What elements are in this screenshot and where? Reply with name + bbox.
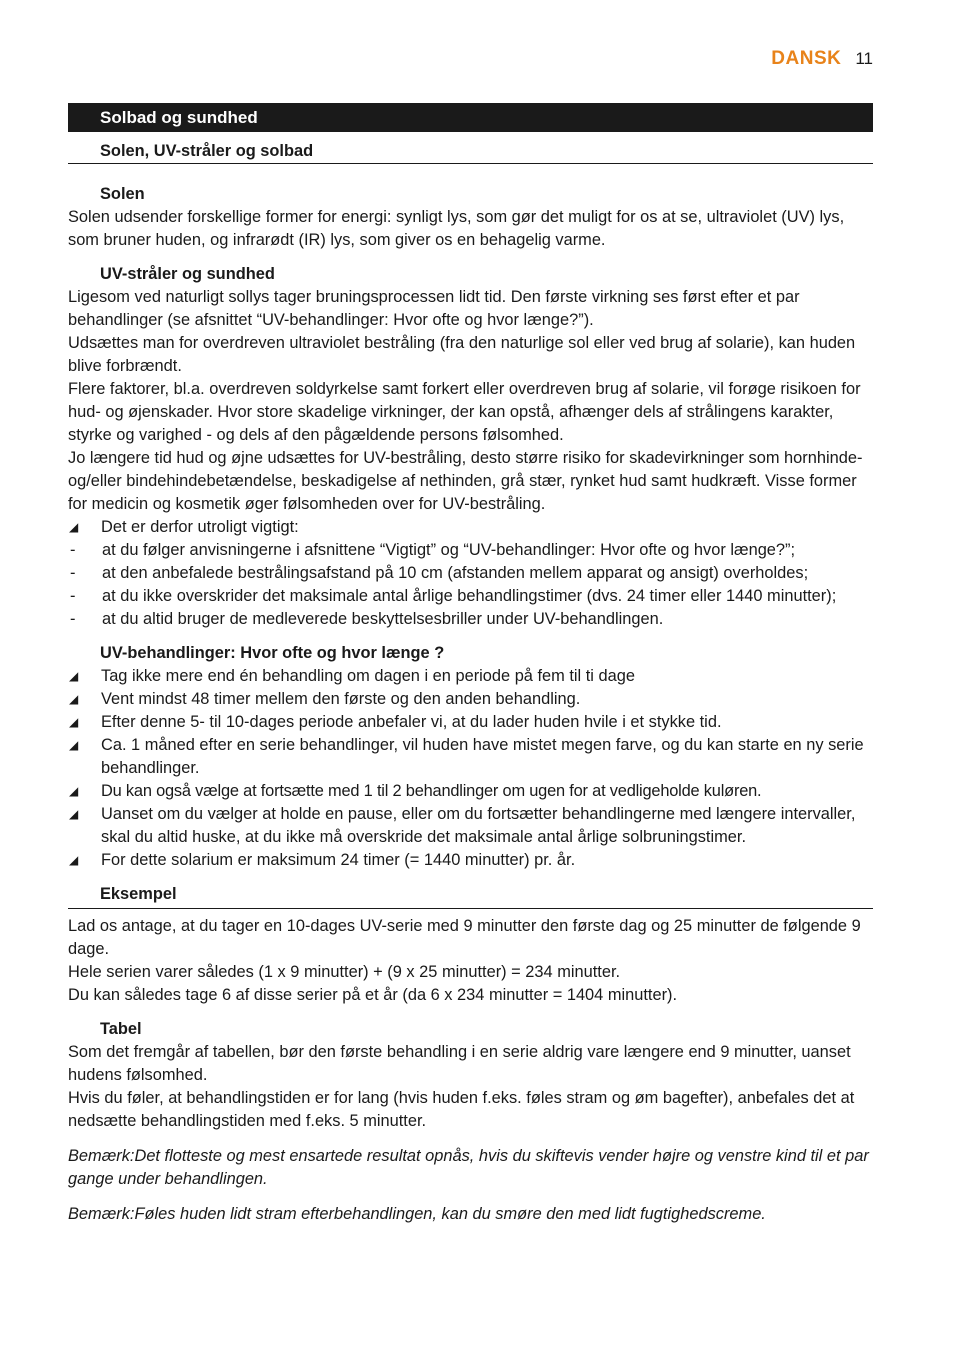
bullet-text: Vent mindst 48 timer mellem den første og den anden behandling.: [101, 690, 581, 708]
paragraph: Jo længere tid hud og øjne udsættes for UV-bestråling, desto større risiko for skadevirkninger som hornhinde- og/eller bindehindebetændelse, beskadigelse af nethinden, grå stær, rynket hud samt hudkræft. Visse former for medicin og kosmetik øger følsomheden over for UV-bestråling.: [68, 449, 863, 513]
dash-icon: -: [70, 587, 76, 605]
section-title: Solbad og sundhed: [68, 103, 873, 132]
dash-icon: -: [70, 610, 76, 628]
treatment-bullet: [68, 688, 873, 711]
page-content: [68, 140, 873, 1226]
paragraph: Udsættes man for overdreven ultraviolet bestråling (fra den naturlige sol eller ved brug af solarie), kan huden blive forbrændt.: [68, 334, 856, 375]
note: Bemærk:Det flotteste og mest ensartede resultat opnås, hvis du skiftevis vender højre og venstre kind til et par gange under behandlingen.: [68, 1147, 869, 1188]
bullet-text: Efter denne 5- til 10-dages periode anbefaler vi, at du lader huden hvile i et stykke tid.: [101, 713, 722, 731]
treatment-bullet: [68, 734, 873, 780]
important-text: Det er derfor utroligt vigtigt:: [101, 518, 299, 536]
paragraph: Du kan således tage 6 af disse serier på et år (da 6 x 234 minutter = 1404 minutter).: [68, 986, 678, 1004]
bullet-text: Ca. 1 måned efter en serie behandlinger, vil huden have mistet megen farve, og du kan starte en ny serie behandlinger.: [101, 736, 864, 777]
important-bullet: [68, 516, 873, 539]
treatment-bullet: [68, 849, 873, 872]
bullet-arrow-icon: ◢: [69, 738, 79, 752]
dash-item: [68, 585, 873, 608]
dash-item: [68, 608, 873, 631]
dash-item-text: at du følger anvisningerne i afsnittene “Vigtigt” og “UV-behandlinger: Hvor ofte og hvor længe?”;: [102, 541, 796, 559]
note: Bemærk:Føles huden lidt stram efterbehandlingen, kan du smøre den med lidt fugtighedscreme.: [68, 1205, 766, 1223]
bullet-text: For dette solarium er maksimum 24 timer (= 1440 minutter) pr. år.: [101, 851, 576, 869]
subsection-title: Solen, UV-stråler og solbad: [68, 140, 873, 164]
paragraph: Hele serien varer således (1 x 9 minutter) + (9 x 25 minutter) = 234 minutter.: [68, 963, 621, 981]
dash-item-text: at du ikke overskrider det maksimale antal årlige behandlingstimer (dvs. 24 timer eller 1440 minutter);: [102, 587, 837, 605]
bullet-arrow-icon: ◢: [69, 692, 79, 706]
treatment-bullet: [68, 711, 873, 734]
page-header: [771, 48, 873, 70]
dash-icon: -: [70, 564, 76, 582]
dash-item-text: at den anbefalede bestrålingsafstand på 10 cm (afstanden mellem apparat og ansigt) overholdes;: [102, 564, 809, 582]
bullet-text: Uanset om du vælger at holde en pause, eller om du fortsætter behandlingerne med længere intervaller, skal du altid huske, at du ikke må overskride det maksimale antal årlige solbruningstimer.: [101, 805, 856, 846]
page-number: 11: [855, 49, 873, 68]
paragraph: Flere faktorer, bl.a. overdreven soldyrkelse samt forkert eller overdreven brug af solarie, vil forøge risikoen for hud- og øjenskader. Hvor store skadelige virkninger, der kan opstå, afhænger dels af strålingens karakter, styrke og varighed - og dels af den pågældende persons følsomhed.: [68, 380, 861, 444]
treatment-bullet: [68, 803, 873, 849]
paragraph: Som det fremgår af tabellen, bør den første behandling i en serie aldrig vare længere end 9 minutter, uanset hudens følsomhed.: [68, 1043, 851, 1084]
bullet-arrow-icon: ◢: [69, 784, 79, 798]
dash-icon: -: [70, 541, 76, 559]
paragraph: Hvis du føler, at behandlingstiden er for lang (hvis huden f.eks. føles stram og øm bagefter), anbefales det at nedsætte behandlingstiden med f.eks. 5 minutter.: [68, 1089, 855, 1130]
bullet-arrow-icon: ◢: [69, 807, 79, 821]
bullet-arrow-icon: ◢: [69, 520, 79, 534]
bullet-arrow-icon: ◢: [69, 669, 79, 683]
heading-example: Eksempel: [100, 885, 177, 903]
dash-item: [68, 562, 873, 585]
example-block: [68, 908, 873, 1007]
bullet-text: Du kan også vælge at fortsætte med 1 til 2 behandlinger om ugen for at vedligeholde kuløren.: [101, 782, 762, 800]
paragraph-solen: Solen udsender forskellige former for energi: synligt lys, som gør det muligt for os at se, ultraviolet (UV) lys, som bruner huden, og infrarødt (IR) lys, som giver os en behagelig varme.: [68, 208, 845, 249]
heading-table: Tabel: [100, 1020, 142, 1038]
heading-uv-health: UV-stråler og sundhed: [100, 265, 275, 283]
heading-solen: Solen: [100, 185, 145, 203]
bullet-arrow-icon: ◢: [69, 853, 79, 867]
bullet-text: Tag ikke mere end én behandling om dagen i en periode på fem til ti dage: [101, 667, 635, 685]
language-label: DANSK: [771, 48, 842, 69]
heading-treatments: UV-behandlinger: Hvor ofte og hvor længe ?: [100, 644, 445, 662]
dash-item-text: at du altid bruger de medleverede beskyttelsesbriller under UV-behandlingen.: [102, 610, 664, 628]
bullet-arrow-icon: ◢: [69, 715, 79, 729]
treatment-bullet: [68, 665, 873, 688]
dash-item: [68, 539, 873, 562]
treatment-bullet: [68, 780, 873, 803]
paragraph: Ligesom ved naturligt sollys tager bruningsprocessen lidt tid. Den første virkning ses først efter et par behandlinger (se afsnittet “UV-behandlinger: Hvor ofte og hvor længe?”).: [68, 288, 800, 329]
paragraph: Lad os antage, at du tager en 10-dages UV-serie med 9 minutter den første dag og 25 minutter de følgende 9 dage.: [68, 917, 861, 958]
